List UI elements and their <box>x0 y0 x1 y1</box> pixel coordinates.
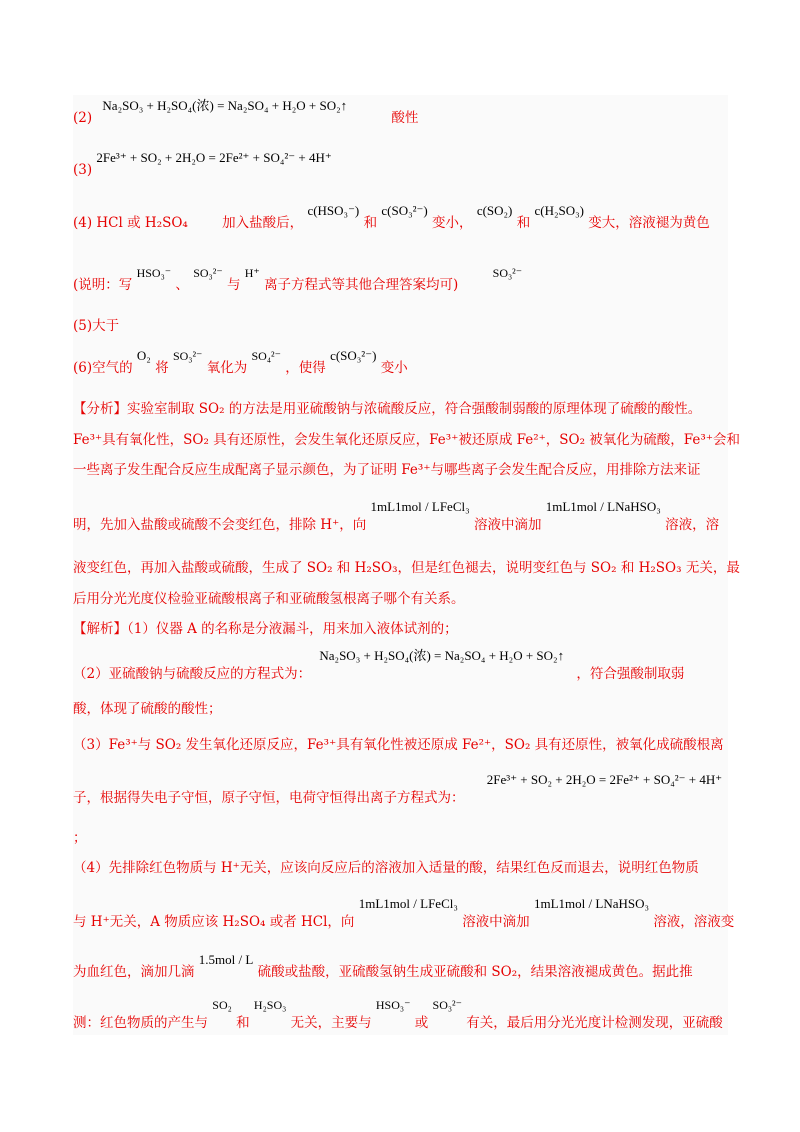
analysis-line-2: Fe³⁺具有氧化性，SO₂ 具有还原性，会发生氧化还原反应，Fe³⁺被还原成 Fe²⁺，SO₂ 被氧化为硫酸，Fe³⁺会和 <box>73 432 740 448</box>
solution-text: 子，根据得失电子守恒，原子守恒，电荷守恒得出离子方程式为： <box>73 790 465 806</box>
answer-text: (4) HCl 或 H₂SO₄ <box>73 215 188 231</box>
answer-2 <box>73 98 419 128</box>
answer-text: (说明：写 <box>73 277 133 293</box>
answer-text: 、 <box>175 277 189 293</box>
answer-text: 加入盐酸后， <box>222 215 304 231</box>
formula: 1mL1mol / LFeCl₃ <box>370 499 470 514</box>
solution-line-3: 酸，体现了硫酸的酸性； <box>73 701 222 717</box>
solution-line-6: ； <box>73 830 87 846</box>
solution-text: （2）亚硫酸钠与硫酸反应的方程式为： <box>73 666 312 682</box>
solution-text: 硫酸或盐酸，亚硫酸氢钠生成亚硫酸和 SO₂，结果溶液褪成黄色。据此推 <box>257 964 693 980</box>
analysis-line-6: 后用分光光度仪检验亚硫酸根离子和亚硫酸氢根离子哪个有关系。 <box>73 591 465 607</box>
analysis-line-1: 【分析】实验室制取 SO₂ 的方法是用亚硫酸钠与浓硫酸反应，符合强酸制弱酸的原理体现了硫酸的酸性。 <box>73 401 702 417</box>
answer-text: 将 <box>155 360 169 376</box>
formula: SO₄²⁻ <box>251 349 281 363</box>
equation: 2Fe³⁺ + SO₂ + 2H₂O = 2Fe²⁺ + SO₄²⁻ + 4H⁺ <box>96 150 332 165</box>
answer-text: 与 <box>226 277 241 293</box>
solution-text: 溶液中滴加 <box>462 914 530 930</box>
solution-text: 有关，最后用分光光度计检测发现，亚硫酸 <box>466 1015 723 1031</box>
formula: SO₃²⁻ <box>492 266 523 280</box>
answer-text: 和 <box>363 215 378 231</box>
solution-text: 无关，主要与 <box>290 1015 372 1031</box>
solution-line-7: （4）先排除红色物质与 H⁺无关，应该向反应后的溶液加入适量的酸，结果红色反而退去，说明红色物质 <box>73 860 699 876</box>
answer-text: 离子方程式等其他合理答案均可) <box>264 277 459 293</box>
answer-text: 酸性 <box>391 110 419 126</box>
answer-4 <box>73 203 710 233</box>
solution-line-8 <box>73 896 735 932</box>
formula: HSO₃⁻ <box>375 998 411 1012</box>
analysis-text: 溶液，溶 <box>665 517 720 533</box>
formula: HSO₃⁻ <box>136 266 172 280</box>
formula: 1mL1mol / LNaHSO₃ <box>533 896 650 911</box>
solution-line-10 <box>73 998 723 1033</box>
formula: SO₃²⁻ <box>172 349 203 363</box>
answer-text: 氧化为 <box>206 360 248 376</box>
analysis-text: 溶液中滴加 <box>473 517 542 533</box>
formula: c(SO₃²⁻) <box>330 348 377 363</box>
solution-text: ，符合强酸制取弱 <box>576 666 685 682</box>
answer-6 <box>73 348 408 378</box>
solution-text: 测：红色物质的产生与 <box>73 1015 208 1031</box>
answer-text: 变小 <box>380 360 408 376</box>
answer-note <box>73 266 523 295</box>
formula: c(HSO₃⁻) <box>307 203 360 218</box>
item-number: (3) <box>73 162 93 178</box>
solution-text: 和 <box>236 1015 250 1031</box>
analysis-line-3: 一些离子发生配合反应生成配离子显示颜色，为了证明 Fe³⁺与哪些离子会发生配合反应，用排除方法来证 <box>73 462 701 478</box>
formula: H⁺ <box>244 266 260 280</box>
solution-line-2 <box>73 648 685 684</box>
formula: c(SO₂) <box>476 203 513 218</box>
answer-text: 变小， <box>432 215 473 231</box>
formula: SO₃²⁻ <box>193 266 223 280</box>
answer-text: (6)空气的 <box>73 360 133 376</box>
item-number: (2) <box>73 110 93 126</box>
answer-text: 和 <box>516 215 531 231</box>
answer-5: (5)大于 <box>73 318 120 334</box>
formula: 1mL1mol / LFeCl₃ <box>358 896 458 911</box>
formula: O₂ <box>136 348 151 363</box>
solution-text: 为血红色，滴加几滴 <box>73 964 195 980</box>
solution-text: 溶液，溶液变 <box>653 914 735 930</box>
solution-text: 或 <box>414 1015 429 1031</box>
solution-line-1: 【解析】（1）仪器 A 的名称是分液漏斗，用来加入液体试剂的； <box>73 621 458 637</box>
formula: 1.5mol / L <box>198 952 254 967</box>
solution-line-5 <box>73 772 723 808</box>
analysis-text: 明，先加入盐酸或硫酸不会变红色，排除 H⁺，向 <box>73 517 367 533</box>
formula: c(H₂SO₃) <box>534 203 584 218</box>
analysis-line-4 <box>73 499 720 535</box>
solution-line-9 <box>73 952 693 982</box>
formula: c(SO₃²⁻) <box>381 203 428 218</box>
equation: Na₂SO₃ + H₂SO₄(浓) = Na₂SO₄ + H₂O + SO₂↑ <box>319 648 565 663</box>
answer-text: ，使得 <box>285 360 326 376</box>
analysis-line-5: 液变红色，再加入盐酸或硫酸，生成了 SO₂ 和 H₂SO₃，但是红色褪去，说明变红色与 SO₂ 和 H₂SO₃ 无关，最 <box>73 560 740 576</box>
formula: SO₂ <box>212 998 232 1012</box>
answer-text: 变大，溶液褪为黄色 <box>588 215 710 231</box>
formula: SO₃²⁻ <box>432 998 462 1012</box>
solution-text: 与 H⁺无关，A 物质应该 H₂SO₄ 或者 HCl，向 <box>73 914 355 930</box>
equation: 2Fe³⁺ + SO₂ + 2H₂O = 2Fe²⁺ + SO₄²⁻ + 4H⁺ <box>486 772 723 787</box>
answer-3 <box>73 150 332 180</box>
solution-line-4: （3）Fe³⁺与 SO₂ 发生氧化还原反应，Fe³⁺具有氧化性被还原成 Fe²⁺，SO₂ 具有还原性，被氧化成硫酸根离 <box>73 737 724 753</box>
equation: Na₂SO₃ + H₂SO₄(浓) = Na₂SO₄ + H₂O + SO₂↑ <box>102 98 348 113</box>
formula: 1mL1mol / LNaHSO₃ <box>545 499 661 514</box>
formula: H₂SO₃ <box>253 998 287 1012</box>
